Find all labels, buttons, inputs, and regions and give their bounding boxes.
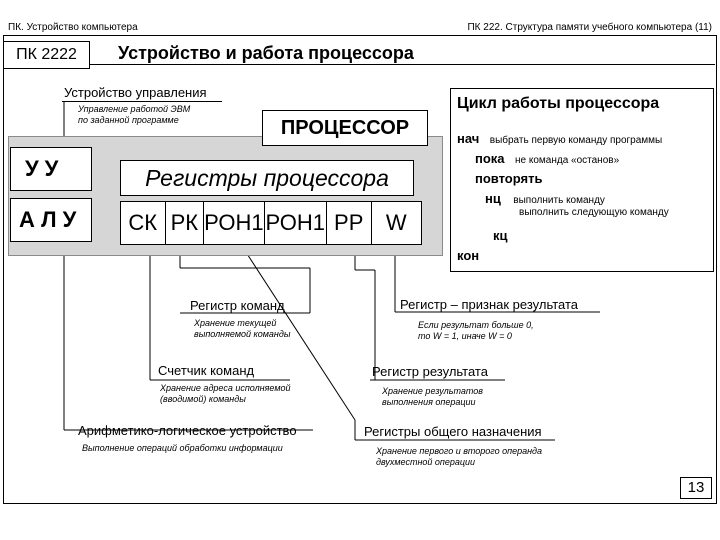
register-rk: РК [166,202,205,244]
slide-badge: ПК 2222 [3,41,90,69]
sk-label: Счетчик команд [158,363,255,378]
keyword-kon: кон [457,248,480,263]
cycle-box [450,88,714,272]
w-label: Регистр – признак результата [400,297,579,312]
rr-desc-1: Хранение результатов [382,386,483,396]
sk-desc [160,383,291,405]
keyword-nach: нач [457,131,480,146]
ron-label: Регистры общего назначения [364,424,542,439]
cycle-line-7 [457,247,479,265]
control-unit-desc-line-2: по заданной программе [78,115,179,125]
w-desc-2: то W = 1, иначе W = 0 [418,331,512,341]
register-ron1: РОН1 [204,202,264,244]
cycle-line-2 [475,150,619,168]
rk-desc-2: выполняемой команды [194,329,291,339]
w-desc [418,320,534,342]
sk-desc-1: Хранение адреса исполняемой [160,383,291,393]
control-unit-desc-line-1: Управление работой ЭВМ [78,104,191,114]
registers-title: Регистры процессора [120,160,414,196]
cycle-title: Цикл работы процессора [457,95,660,112]
rr-desc-2: выполнения операции [382,397,476,407]
control-unit-label: Устройство управления [64,85,207,100]
cycle-line-5: выполнить следующую команду [519,207,669,218]
rk-desc-1: Хранение текущей [194,318,277,328]
registers-row [120,201,422,245]
cycle-text-4: выполнить команду [513,195,605,206]
rr-label: Регистр результата [372,364,488,379]
cycle-line-3 [475,170,542,188]
rk-label: Регистр команд [190,298,285,313]
alu-label: Арифметико-логическое устройство [78,423,297,438]
keyword-povtoryat: повторять [475,171,543,186]
cycle-text-2: не команда «останов» [514,155,620,166]
cycle-line-6 [493,227,508,245]
rr-desc [382,386,483,408]
header-right: ПК 222. Структура памяти учебного компьютера (11) [467,22,712,33]
keyword-kc: кц [493,228,508,243]
w-desc-1: Если результат больше 0, [418,320,534,330]
page-number: 13 [680,477,712,499]
cycle-text-1: выбрать первую команду программы [489,135,663,146]
cycle-line-1 [457,130,662,148]
header-left: ПК. Устройство компьютера [8,22,138,33]
ron-desc-1: Хранение первого и второго операнда [376,446,543,456]
ron-desc [376,446,542,468]
register-ron2: РОН1 [265,202,327,244]
cycle-line-4 [485,190,605,208]
keyword-nc: нц [485,191,501,206]
keyword-poka: пока [475,151,505,166]
register-w: W [385,210,407,235]
alu-box: АЛУ [10,198,92,242]
register-sk: СК [121,202,166,244]
uu-box: УУ [10,147,92,191]
page-title: Устройство и работа процессора [118,43,414,63]
sk-desc-2: (вводимой) команды [160,394,246,404]
ron-desc-2: двухместной операции [376,457,476,467]
rk-desc [194,318,290,340]
register-rr: РР [327,202,372,244]
alu-desc: Выполнение операций обработки информации [82,443,283,453]
processor-label: ПРОЦЕССОР [262,110,428,146]
